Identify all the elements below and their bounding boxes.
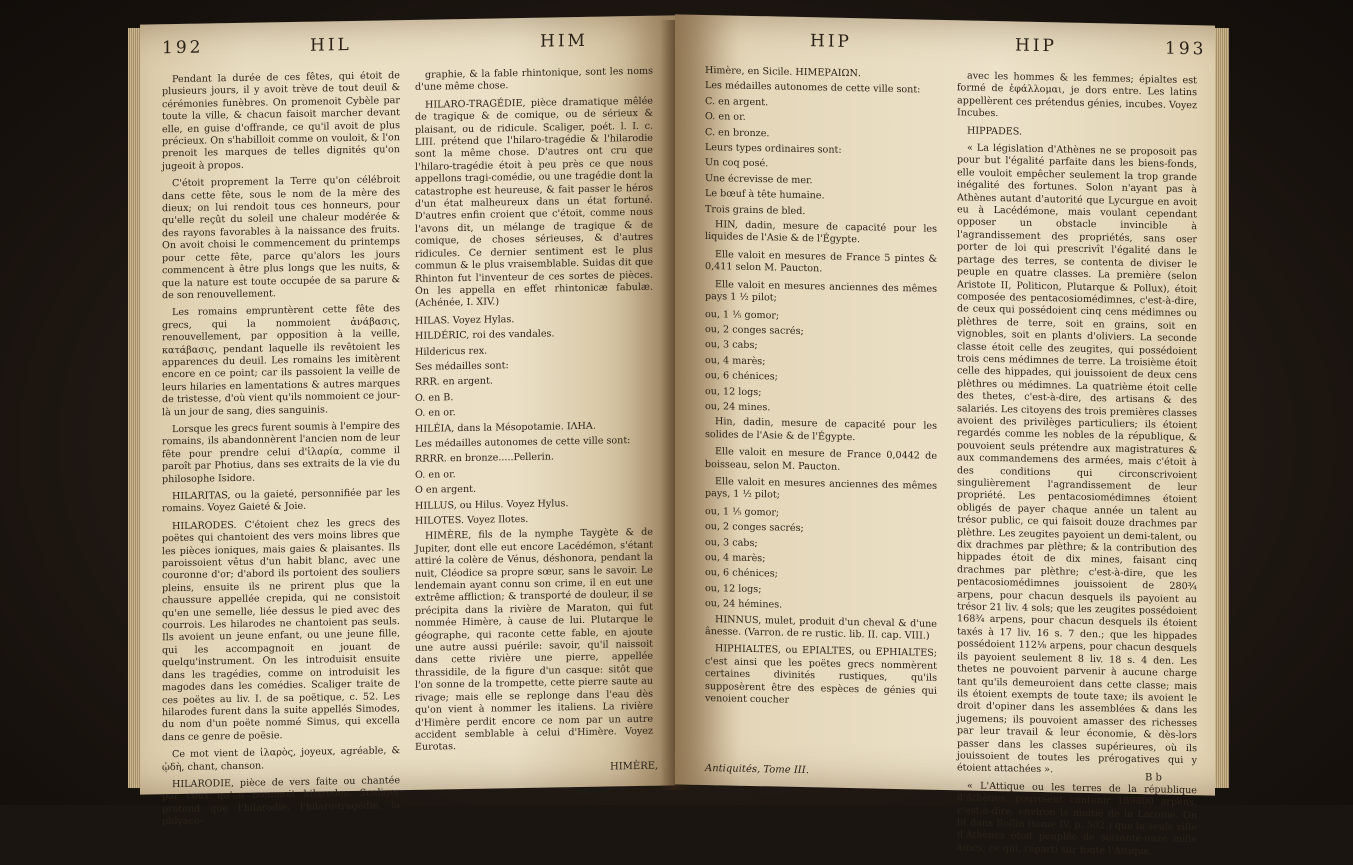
text-paragraph: ou, 6 chénices; [705,370,778,383]
page-number: 192 [162,37,204,59]
text-paragraph: Ses médailles sont: [415,360,509,373]
text-paragraph: RRRR. en bronze.....Pellerin. [415,451,554,466]
running-head-right: HIP [1015,35,1057,57]
text-paragraph: ou, 24 mines. [705,400,771,414]
right-page [675,14,1215,858]
text-paragraph: Elle valoit en mesure de France 0,0442 de boisseau, selon M. Paucton. [705,446,937,473]
text-paragraph: O. en or. [415,407,456,420]
page-number: 193 [1165,38,1207,60]
text-paragraph: HIN, dadin, mesure de capacité pour les liquides de l'Asie & de l'Égypte. [705,219,937,246]
text-paragraph: Pendant la durée de ces fêtes, qui étoit de plusieurs jours, il y avoit trève de tout deuil & cérémonies funèbres. On promenoit Cybèle par toute la ville, & chacun faisoit marcher devant elle, en guise d'offrande, ce qu'il avoit de plus précieux. On s'habilloit comme on vouloit, & l'on prenoit les marques de telles dignités qu'on jugeoit à propos. [162,70,400,173]
text-paragraph: Le bœuf à tête humaine. [705,188,825,202]
text-paragraph: Elle valoit en mesures anciennes des mêmes pays 1 ½ pilot; [705,278,937,304]
text-paragraph: ou, 2 conges sacrés; [705,521,804,535]
text-paragraph: Les médailles autonomes de cette ville sont: [705,80,921,96]
text-paragraph: O. en or. [705,111,746,124]
text-paragraph: HILARODIE, pièce de vers faite ou chantée par ceux qu'on nommoit hilarodes. Scaliger prétend que l'hilarodie, l'hilaro-tragédie, la phlyaco- [162,775,400,828]
text-paragraph: ou, 12 logs; [705,385,762,398]
text-paragraph: Les romains empruntèrent cette fête des grecs, qui la nommoient ἀνάβασις, renouvellement, par opposition à la veille, κατάβασις, pendant laquelle ils revêtoient les apparences du deuil. Les romains les imitèrent encore en ce point; car ils passoient la veille de leurs hilaries en lamentations & autres marques de tristesse, d'où vient qu'ils nommoient ce jour-là un jour de sang, dies sanguinis. [162,303,400,418]
text-paragraph: ou, 4 marès; [705,551,766,565]
text-paragraph: ou, 1 ⅕ gomor; [705,505,780,519]
text-paragraph: ou, 24 hémines. [705,598,783,611]
running-head-left: HIP [810,31,852,53]
text-paragraph: HINNUS, mulet, produit d'un cheval & d'une ânesse. (Varron. de re rustic. lib. II. cap. VIII.) [705,613,937,642]
left-page [140,15,675,828]
right-column-1 [705,65,937,715]
text-paragraph: ou, 2 conges sacrés; [705,323,804,337]
text-paragraph: Himère, en Sicile. ΗΙΜΕΡΑΙΩΝ. [705,64,861,80]
text-paragraph: RRR. en argent. [415,375,493,389]
text-paragraph: C. en argent. [705,95,769,109]
text-paragraph: Lorsque les grecs furent soumis à l'empire des romains, ils abandonnèrent l'ancien nom de leur fête pour prendre celui d'ἱλαρία, comme il paroît par Photius, dans ses extraits de la vie du philosophe Isidore. [162,420,400,485]
text-paragraph: HIMÈRE, fils de la nymphe Taygète & de Jupiter, dont elle eut encore Lacédémon, s'étant attiré la colère de Vénus, déshonora, pendant la nuit, Cléodice sa propre sœur, sans le savoir. Le lendemain ayant connu son crime, il en eut une extrême affliction; & transporté de douleur, il se précipita dans la rivière de Maraton, qui fut nommée Himère, à cause de lui. Plutarque le géographe, qui raconte cette fable, en ajoute une autre aussi puérile: savoir, qu'il naissoit dans cette rivière une pierre, appellée thrassidile, de la figure d'un casque: sitôt que l'on sonne de la trompette, cette pierre saute au rivage; mais elle se replonge dans l'eau dès qu'on vient à nommer les italiens. La rivière d'Himère perdit encore ce nom par un autre accident semblable à celui d'Himère. Voyez Eurotas. [415,527,653,754]
text-paragraph: ou, 3 cabs; [705,339,758,352]
text-paragraph: Hildericus rex. [415,345,488,358]
text-paragraph: HILOTES. Voyez Ilotes. [415,513,529,527]
text-paragraph: Ce mot vient de ἱλαρὸς, joyeux, agréable, & ᾠδὴ, chant, chanson. [162,745,400,773]
footer-volume: Antiquités, Tome III. [705,762,809,777]
text-paragraph: HILARODES. C'étoient chez les grecs des poëtes qui chantoient des vers moins libres que les pièces ioniques, mais gaies & plaisantes. Ils paroissoient vêtus d'un habit blanc, avec une couronne d'or; d'abord ils portoient des souliers pleins, ensuite ils ne prirent plus que la chaussure appellée crepida, qui ne consistoit qu'en une semelle, liée dessus le pied avec des courrois. Les hilarodes ne chantoient pas seuls. Ils avoient un jeune enfant, ou une jeune fille, qui les accompagnoit en jouant de quelqu'instrument. On les introduisit ensuite dans les tragédies, comme on introduisit les magodes dans les comédies. Scaliger traite de ces poëtes au liv. I. de sa poëtique, c. 52. Les hilarodes furent dans la suite appellés Simodes, du nom d'un poëte nommé Simus, qui excella dans ce genre de poësie. [162,516,400,744]
text-paragraph: ou, 3 cabs; [705,536,758,549]
text-paragraph: HILDÉRIC, roi des vandales. [415,328,555,342]
text-paragraph: graphie, & la fable rhintonique, sont les noms d'une même chose. [415,65,653,94]
catchword: HIMÈRE, [610,760,659,773]
text-paragraph: HILARITAS, ou la gaieté, personnifiée par les romains. Voyez Gaieté & Joie. [162,487,400,515]
signature-mark: B b [1145,772,1162,784]
text-paragraph: « L'Attique ou les terres de la république d'Athènes, pouvoient contenir 189800 arpens, c'est-à-dire, environ la moitié de la Laconie. On lit dans Rollin (tome IV, p. 502.) que la seule ville d'Athènes étoit peuplée de soixante-onze mille âmes; ce qui, réparti sur toute l'Attique, [957,780,1197,858]
right-page-edges [1213,28,1229,788]
text-paragraph: ou, 1 ⅕ gomor; [705,308,780,322]
text-paragraph: ou, 6 chénices; [705,567,778,580]
text-paragraph: ou, 4 marès; [705,354,766,367]
text-paragraph: « La législation d'Athènes ne se proposoit pas pour but l'égalité parfaite dans les biens-fonds, elle vouloit empêcher seulement la trop grande inégalité des fortunes. Solon n'ayant pas à Athènes autant d'autorité que Lycurgue en avoit eu à Lacédémone, mais voulant cependant opposer un obstacle invincible à l'agrandissement des propriétés, sans oser porter de loi qui prescrivît l'égalité dans le partage des terres, se contenta de diviser le peuple en quatre classes. La première (selon Aristote II, Politicon, Plutarque & Pollux), étoit composée des pentacosiomédimnes, c'est-à-dire, de ceux qui possédoient cinq cens médimnes ou plèthres de terre, soit en grains, soit en vignobles, soit en plants d'oliviers. La seconde classe étoit celle des zeugites, qui possédoient trois cens médimnes de terre. La troisième étoit celle des hippades, qui jouissoient de deux cens plèthres ou médimnes. La quatrième étoit celle des thetes, c'est-à-dire, des artisans & des salariés. Les citoyens des trois premières classes avoient des privilèges particuliers; ils étoient regardés comme les nobles de la république, & pouvoient seuls prétendre aux magistratures & aux commandemens des armées, mais c'étoit à des conditions qui circonscrivoient singulièrement l'agrandissement de leur propriété. Les pentacosiomédimnes étoient obligés de payer chaque année un talent au trésor public, ce qui faisoit douze drachmes par plèthre. Les zeugites payoient un demi-talent, ou dix drachmes par plèthre; & la contribution des hippades étoit de dix mines, faisant cinq drachmes par plèthre; c'est-à-dire, que les pentacosiomédimnes jouissoient de 280¾ arpens, pour chacun desquels ils payoient au trésor 21 liv. 4 sols; que les zeugites possédoient 168¾ arpens, pour chacun desquels ils étoient taxés à 17 liv. 16 s. 7 den.; que les hippades possédoient 112⅛ arpens, pour chacun desquels ils payoient seulement 8 liv. 18 s. 4 den. Les thetes ne pouvoient parvenir à aucune charge tant qu'ils demeuroient dans cette classe; mais ils étoient exempts de toute taxe; ils avoient le droit d'opiner dans les assemblées & dans les jugemens; ils pouvoient amasser des richesses par leur travail & leur économie, & dès-lors passer dans les classes supérieures, où ils jouissoient de toutes les prérogatives qui y étoient attachées ». [957,142,1197,776]
left-page-header [140,29,675,68]
text-paragraph: Un coq posé. [705,157,769,170]
running-head-left: HIL [310,34,352,56]
text-paragraph: HILLUS, ou Hilus. Voyez Hylus. [415,497,569,512]
text-paragraph: HILARO-TRAGÉDIE, pièce dramatique mêlée de tragique & de comique, ou de sérieux & plaisant, ou de ridicule. Scaliger, poét. l. I. c. LIII. prétend que l'hilaro-tragédie & l'hilarodie sont la même chose. D'autres ont cru que l'hilaro-tragédie étoit à peu près ce que nous appellons tragi-comédie, ou une tragédie dont la catastrophe est heureuse, & fait passer le héros d'un état malheureux dans un état fortuné. D'autres enfin croient que c'étoit, comme nous l'avons dit, un mélange de tragique & de comique, de choses sérieuses, & d'autres ridicules. Ce dernier sentiment est le plus commun & le plus vraisemblable. Suidas dit que Rhinton fut l'inventeur de ces sortes de pièces. On les appella en effet rhintonicæ fabulæ. (Achénée, I. XIV.) [415,95,653,310]
text-paragraph: O en argent. [415,483,477,497]
text-paragraph: Elle valoit en mesures anciennes des mêmes pays, 1 ½ pilot; [705,476,937,501]
text-paragraph: ou, 12 logs; [705,582,762,595]
text-paragraph: Les médailles autonomes de cette ville sont: [415,435,631,450]
text-paragraph: Trois grains de bled. [705,203,806,217]
text-paragraph: Elle valoit en mesures de France 5 pintes & 0,411 selon M. Paucton. [705,249,937,275]
left-column-1 [162,70,400,834]
text-paragraph: C'étoit proprement la Terre qu'on célébroit dans cette fête, sous le nom de la mère des dieux; on lui rendoit tous ces honneurs, pour qu'elle reçût du soleil une chaleur modérée & des rayons favorables à la naissance des fruits. On avoit choisi le commencement du printemps pour cette fête, parce qu'alors les jours commencent à être plus longs que les nuits, & que la nature est toute occupée de sa parure & de son renouvellement. [162,174,400,302]
text-paragraph: Leurs types ordinaires sont: [705,142,842,156]
text-paragraph: Hin, dadin, mesure de capacité pour les solides de l'Asie & de l'Égypte. [705,416,937,443]
running-head-right: HIM [540,30,588,52]
text-paragraph: HILAS. Voyez Hylas. [415,313,515,327]
right-page-header [675,28,1215,69]
right-column-2 [957,70,1197,864]
text-paragraph: avec les hommes & les femmes; épialtes est formé de ἐφάλλομαι, je dors entre. Les latins appellèrent ces prétendus génies, incubes. Voyez Incubes. [957,70,1197,120]
text-paragraph: C. en bronze. [705,126,770,139]
text-paragraph: O. en B. [415,391,454,404]
text-paragraph: HIPPADES. [967,125,1023,138]
left-column-2 [415,66,653,760]
text-paragraph: HILÉIA, dans la Mésopotamie. ΙΛΗΑ. [415,420,596,435]
text-paragraph: HIPHIALTES, ou EPIALTES, ou EPHIALTES; c'est ainsi que les poëtes grecs nommèrent certaines divinités rustiques, qu'ils supposèrent être des espèces de génies qui venoient coucher [705,643,937,706]
text-paragraph: Une écrevisse de mer. [705,172,813,187]
text-paragraph: O. en or. [415,468,456,481]
